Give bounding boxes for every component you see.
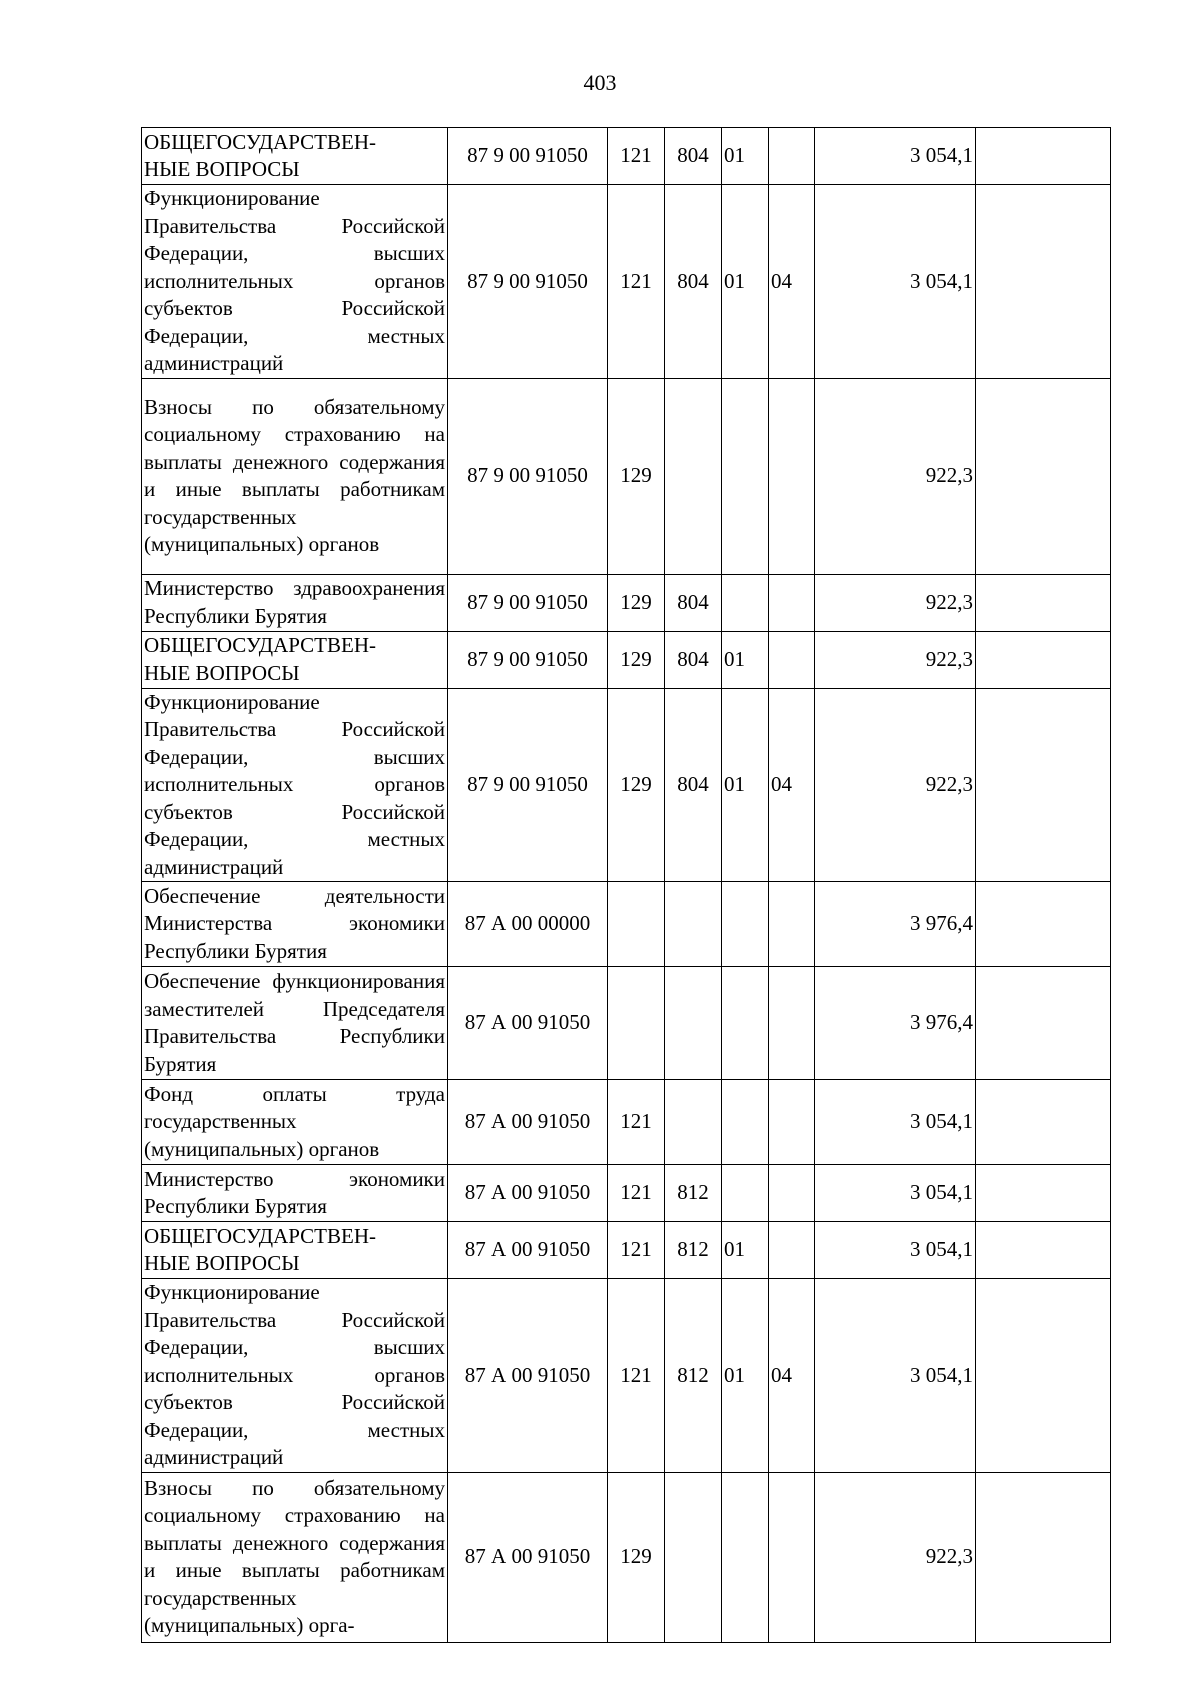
target-article-code-cell: 87 А 00 91050 (448, 1080, 608, 1165)
row-name-cell (142, 1165, 448, 1222)
table-row (142, 688, 1111, 882)
subsection-code-cell (769, 1222, 815, 1279)
section-code-cell (722, 882, 769, 967)
row-name-text: Функционирование Правительства Российской Федерации, высших исполнительных органов субъектов Российской Федерации, местных администраций (144, 689, 445, 879)
row-name-cell (142, 688, 448, 882)
amount-cell: 3 976,4 (815, 967, 976, 1080)
target-article-code-cell: 87 9 00 91050 (448, 574, 608, 631)
page-number: 403 (583, 70, 617, 95)
expense-type-cell (608, 882, 665, 967)
target-article-code-cell: 87 А 00 91050 (448, 1279, 608, 1473)
expense-type-cell: 129 (608, 574, 665, 631)
amount-cell: 922,3 (815, 688, 976, 882)
row-name-cell (142, 185, 448, 379)
table-row (142, 882, 1111, 967)
row-name-cell (142, 1279, 448, 1473)
table-row (142, 574, 1111, 631)
section-code-cell (722, 1080, 769, 1165)
expense-type-cell: 121 (608, 1080, 665, 1165)
subsection-code-cell (769, 128, 815, 185)
section-code-cell: 01 (722, 631, 769, 688)
section-code-cell (722, 1472, 769, 1642)
expense-type-cell: 121 (608, 1222, 665, 1279)
target-article-code-cell: 87 9 00 91050 (448, 688, 608, 882)
subsection-code-cell (769, 1165, 815, 1222)
amount-cell: 3 976,4 (815, 882, 976, 967)
section-code-cell: 01 (722, 185, 769, 379)
row-name-text: ОБЩЕГОСУДАРСТВЕН- НЫЕ ВОПРОСЫ (144, 129, 377, 181)
target-article-code-cell: 87 А 00 91050 (448, 1472, 608, 1642)
expense-type-cell: 121 (608, 185, 665, 379)
subsection-code-cell (769, 574, 815, 631)
empty-cell (976, 1222, 1111, 1279)
section-code-cell: 01 (722, 128, 769, 185)
empty-cell (976, 967, 1111, 1080)
empty-cell (976, 574, 1111, 631)
budget-table (141, 127, 1111, 1643)
table-row (142, 1222, 1111, 1279)
amount-cell: 3 054,1 (815, 1222, 976, 1279)
expense-type-cell: 129 (608, 378, 665, 574)
row-name-cell (142, 1472, 448, 1642)
table-row (142, 185, 1111, 379)
row-name-text: Министерство экономики Республики Бурятия (144, 1166, 445, 1218)
ministry-code-cell (665, 1472, 722, 1642)
section-code-cell: 01 (722, 688, 769, 882)
row-name-text: ОБЩЕГОСУДАРСТВЕН- НЫЕ ВОПРОСЫ (144, 633, 377, 685)
row-name-text: Функционирование Правительства Российской Федерации, высших исполнительных органов субъектов Российской Федерации, местных администраций (144, 186, 445, 375)
ministry-code-cell: 812 (665, 1279, 722, 1473)
expense-type-cell: 121 (608, 1279, 665, 1473)
empty-cell (976, 1165, 1111, 1222)
amount-cell: 3 054,1 (815, 1165, 976, 1222)
target-article-code-cell: 87 А 00 00000 (448, 882, 608, 967)
row-name-cell (142, 378, 448, 574)
empty-cell (976, 1279, 1111, 1473)
row-name-text: Функционирование Правительства Российской Федерации, высших исполнительных органов субъектов Российской Федерации, местных администраций (144, 1280, 445, 1469)
table-row (142, 1279, 1111, 1473)
empty-cell (976, 882, 1111, 967)
ministry-code-cell: 812 (665, 1165, 722, 1222)
target-article-code-cell: 87 9 00 91050 (448, 378, 608, 574)
target-article-code-cell: 87 А 00 91050 (448, 1222, 608, 1279)
row-name-text: Фонд оплаты труда государственных (муниципальных) органов (144, 1081, 445, 1161)
subsection-code-cell (769, 378, 815, 574)
section-code-cell (722, 1165, 769, 1222)
amount-cell: 922,3 (815, 574, 976, 631)
target-article-code-cell: 87 А 00 91050 (448, 967, 608, 1080)
ministry-code-cell (665, 378, 722, 574)
empty-cell (976, 128, 1111, 185)
empty-cell (976, 378, 1111, 574)
ministry-code-cell: 804 (665, 631, 722, 688)
empty-cell (976, 1080, 1111, 1165)
ministry-code-cell: 804 (665, 574, 722, 631)
row-name-cell (142, 882, 448, 967)
target-article-code-cell: 87 А 00 91050 (448, 1165, 608, 1222)
expense-type-cell: 121 (608, 1165, 665, 1222)
budget-table-body (142, 128, 1111, 1643)
target-article-code-cell: 87 9 00 91050 (448, 631, 608, 688)
row-name-text: Обеспечение функционирования заместителей Председателя Правительства Республики Бурятия (144, 969, 445, 1076)
row-name-cell (142, 574, 448, 631)
table-row (142, 1080, 1111, 1165)
table-row (142, 967, 1111, 1080)
expense-type-cell: 129 (608, 631, 665, 688)
ministry-code-cell (665, 967, 722, 1080)
amount-cell: 3 054,1 (815, 128, 976, 185)
table-row (142, 1472, 1111, 1642)
ministry-code-cell: 804 (665, 185, 722, 379)
expense-type-cell: 121 (608, 128, 665, 185)
expense-type-cell (608, 967, 665, 1080)
empty-cell (976, 185, 1111, 379)
amount-cell: 922,3 (815, 631, 976, 688)
section-code-cell (722, 378, 769, 574)
expense-type-cell: 129 (608, 688, 665, 882)
ministry-code-cell (665, 882, 722, 967)
ministry-code-cell: 812 (665, 1222, 722, 1279)
amount-cell: 3 054,1 (815, 1279, 976, 1473)
amount-cell: 3 054,1 (815, 185, 976, 379)
row-name-cell (142, 967, 448, 1080)
table-row (142, 1165, 1111, 1222)
section-code-cell: 01 (722, 1279, 769, 1473)
subsection-code-cell (769, 882, 815, 967)
table-row (142, 378, 1111, 574)
row-name-text: Министерство здравоохранения Республики Бурятия (144, 576, 445, 628)
row-name-text: Взносы по обязательному социальному страхованию на выплаты денежного содержания и иные выплаты работникам государственных (муниципальных) орга- (144, 1475, 445, 1637)
amount-cell: 922,3 (815, 1472, 976, 1642)
amount-cell: 3 054,1 (815, 1080, 976, 1165)
amount-cell: 922,3 (815, 378, 976, 574)
expense-type-cell: 129 (608, 1472, 665, 1642)
section-code-cell (722, 967, 769, 1080)
empty-cell (976, 631, 1111, 688)
table-row (142, 631, 1111, 688)
subsection-code-cell (769, 1472, 815, 1642)
subsection-code-cell (769, 631, 815, 688)
ministry-code-cell (665, 1080, 722, 1165)
empty-cell (976, 688, 1111, 882)
subsection-code-cell: 04 (769, 1279, 815, 1473)
row-name-cell (142, 1222, 448, 1279)
table-row (142, 128, 1111, 185)
subsection-code-cell: 04 (769, 185, 815, 379)
subsection-code-cell (769, 967, 815, 1080)
row-name-text: ОБЩЕГОСУДАРСТВЕН- НЫЕ ВОПРОСЫ (144, 1223, 377, 1275)
target-article-code-cell: 87 9 00 91050 (448, 185, 608, 379)
section-code-cell (722, 574, 769, 631)
subsection-code-cell: 04 (769, 688, 815, 882)
ministry-code-cell: 804 (665, 128, 722, 185)
empty-cell (976, 1472, 1111, 1642)
row-name-cell (142, 631, 448, 688)
row-name-text: Обеспечение деятельности Министерства экономики Республики Бурятия (144, 883, 445, 963)
ministry-code-cell: 804 (665, 688, 722, 882)
row-name-cell (142, 1080, 448, 1165)
row-name-cell (142, 128, 448, 185)
section-code-cell: 01 (722, 1222, 769, 1279)
subsection-code-cell (769, 1080, 815, 1165)
target-article-code-cell: 87 9 00 91050 (448, 128, 608, 185)
row-name-text: Взносы по обязательному социальному страхованию на выплаты денежного содержания и иные выплаты работникам государственных (муниципальных) органов (144, 394, 445, 556)
